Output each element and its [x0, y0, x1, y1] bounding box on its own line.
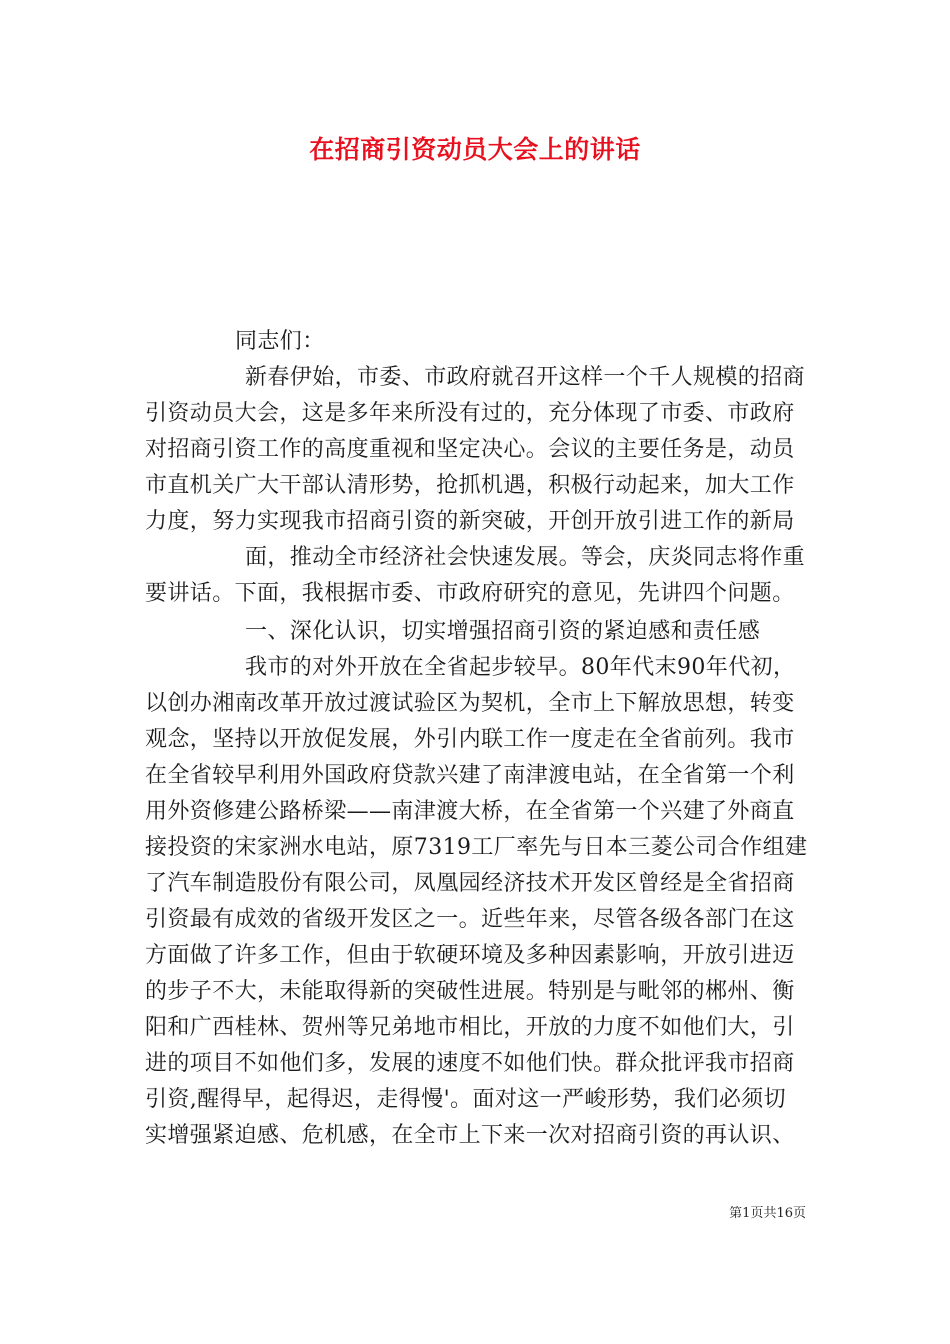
body-line: 接投资的宋家洲水电站，原7319工厂率先与日本三菱公司合作组建 [145, 835, 808, 860]
body-line: 面，推动全市经济社会快速发展。等会，庆炎同志将作重 [245, 545, 806, 570]
body-line: 新春伊始，市委、市政府就召开这样一个千人规模的招商 [245, 365, 806, 390]
body-line: 市直机关广大干部认清形势，抢抓机遇，积极行动起来，加大工作 [145, 473, 795, 498]
body-line: 引资动员大会，这是多年来所没有过的，充分体现了市委、市政府 [145, 401, 795, 426]
body-line: 引资,醒得早，起得迟，走得慢'。面对这一严峻形势，我们必须切 [145, 1087, 787, 1112]
body-line: 方面做了许多工作，但由于软硬环境及多种因素影响，开放引进迈 [145, 943, 795, 968]
body-line: 用外资修建公路桥梁——南津渡大桥，在全省第一个兴建了外商直 [145, 799, 795, 824]
body-line: 阳和广西桂林、贺州等兄弟地市相比，开放的力度不如他们大，引 [145, 1015, 795, 1040]
body-line: 力度，努力实现我市招商引资的新突破，开创开放引进工作的新局 [145, 509, 795, 534]
body-line: 进的项目不如他们多，发展的速度不如他们快。群众批评我市招商 [145, 1051, 795, 1076]
body-line: 的步子不大，未能取得新的突破性进展。特别是与毗邻的郴州、衡 [145, 979, 795, 1004]
body-line: 对招商引资工作的高度重视和坚定决心。会议的主要任务是，动员 [145, 437, 795, 462]
document-title: 在招商引资动员大会上的讲话 [309, 135, 641, 164]
body-line: 实增强紧迫感、危机感，在全市上下来一次对招商引资的再认识、 [145, 1123, 795, 1148]
body-line: 在全省较早利用外国政府贷款兴建了南津渡电站，在全省第一个利 [145, 763, 795, 788]
body-line: 我市的对外开放在全省起步较早。80年代末90年代初， [245, 655, 796, 680]
body-line: 了汽车制造股份有限公司，凤凰园经济技术开发区曾经是全省招商 [145, 871, 795, 896]
section-heading: 一、深化认识，切实增强招商引资的紧迫感和责任感 [245, 619, 761, 644]
page-number-footer: 第1页共16页 [729, 1206, 806, 1221]
salutation-line: 同志们： [235, 329, 325, 354]
body-line: 引资最有成效的省级开发区之一。近些年来，尽管各级各部门在这 [145, 907, 795, 932]
body-line: 观念，坚持以开放促发展，外引内联工作一度走在全省前列。我市 [145, 727, 795, 752]
body-line: 以创办湘南改革开放过渡试验区为契机，全市上下解放思想，转变 [145, 691, 795, 716]
body-line: 要讲话。下面，我根据市委、市政府研究的意见，先讲四个问题。 [145, 581, 795, 606]
